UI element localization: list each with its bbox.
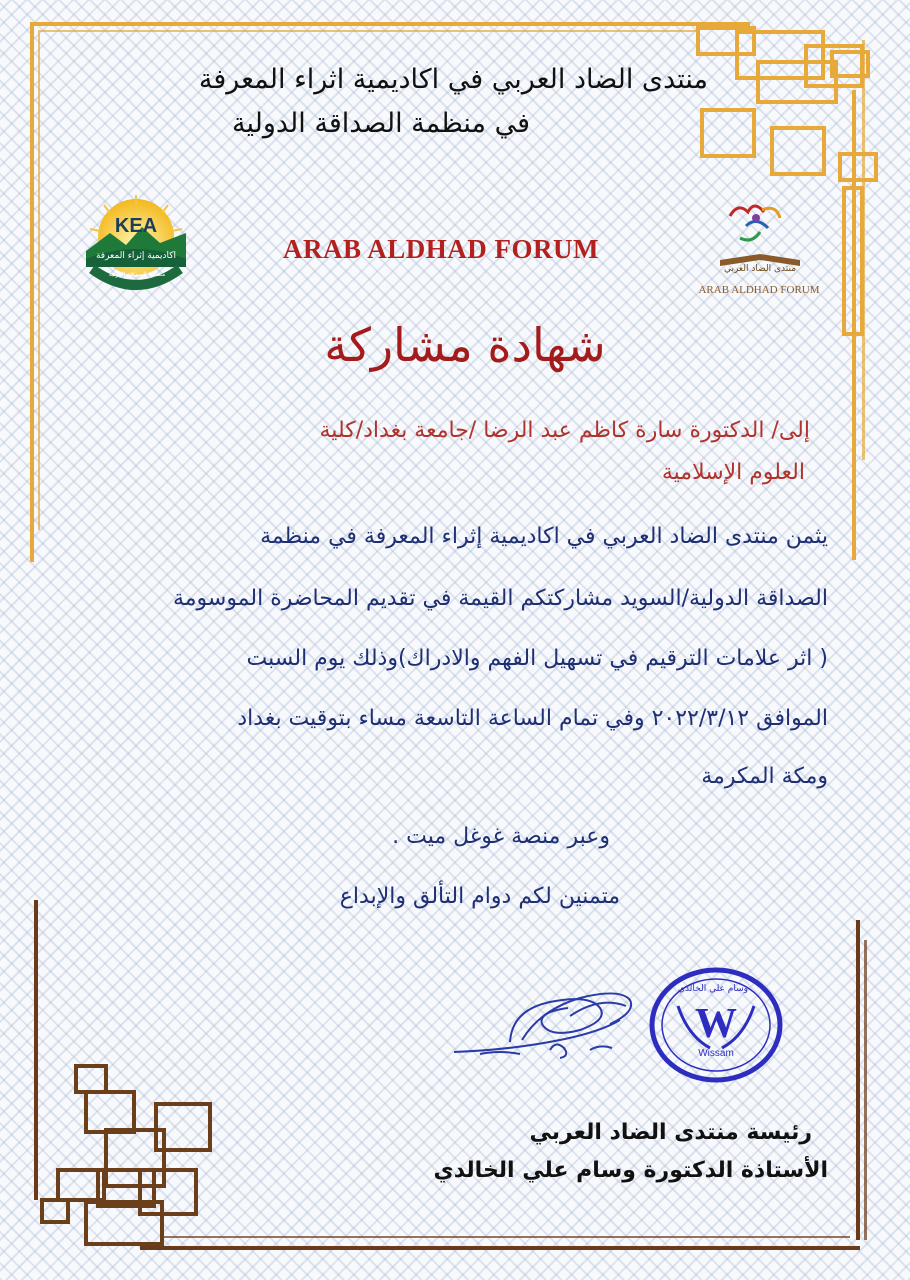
forum-logo-arabic: منتدى الضاد العربي — [723, 264, 797, 274]
frame-left-border — [30, 22, 34, 562]
kea-arabic-name: اكاديمية إثراء المعرفة — [95, 251, 177, 261]
stamp-arc-text: وسام علي الخالدي — [677, 984, 748, 994]
kea-acronym: KEA — [114, 215, 158, 237]
platform-line: وعبر منصة غوغل ميت . — [392, 824, 610, 849]
handwritten-signature — [450, 980, 650, 1070]
body-line-5: ومكة المكرمة — [701, 764, 828, 789]
signatory-name: الأستاذة الدكتورة وسام علي الخالدي — [433, 1158, 828, 1183]
signatory-title: رئيسة منتدى الضاد العربي — [529, 1120, 812, 1145]
stamp-name: Wissam — [698, 1048, 734, 1059]
certificate-title: شهادة مشاركة — [324, 318, 606, 372]
forum-logo-english: ARAB ALDHAD FORUM — [698, 284, 820, 296]
frame-top-border — [30, 22, 750, 26]
kea-logo — [80, 193, 192, 303]
frame-left-inner — [38, 30, 40, 530]
body-line-3: ( اثر علامات الترقيم في تسهيل الفهم والادراك)وذلك يوم السبت — [246, 646, 828, 671]
wishes-line: متمنين لكم دوام التألق والإبداع — [339, 884, 620, 909]
recipient-line-1: إلى/ الدكتورة سارة كاظم عبد الرضا /جامعة بغداد/كلية — [319, 418, 810, 443]
official-stamp — [648, 966, 784, 1084]
header-line-2: في منظمة الصداقة الدولية — [232, 108, 530, 139]
recipient-line-2: العلوم الإسلامية — [661, 460, 805, 485]
forum-name-english: ARAB ALDHAD FORUM — [283, 234, 599, 264]
forum-logo — [700, 196, 820, 302]
stamp-letter: W — [695, 1001, 737, 1047]
header-line-1: منتدى الضاد العربي في اكاديمية اثراء المعرفة — [198, 64, 708, 95]
frame-top-inner — [40, 30, 700, 32]
body-line-2: الصداقة الدولية/السويد مشاركتكم القيمة في تقديم المحاضرة الموسومة — [172, 586, 828, 611]
kea-subtitle: منظمة الصداقة الدولية — [108, 271, 166, 278]
body-line-1: يثمن منتدى الضاد العربي في اكاديمية إثراء المعرفة في منظمة — [260, 524, 828, 549]
body-line-4: الموافق ٢٠٢٢/٣/١٢ وفي تمام الساعة التاسعة مساء بتوقيت بغداد — [237, 706, 828, 731]
